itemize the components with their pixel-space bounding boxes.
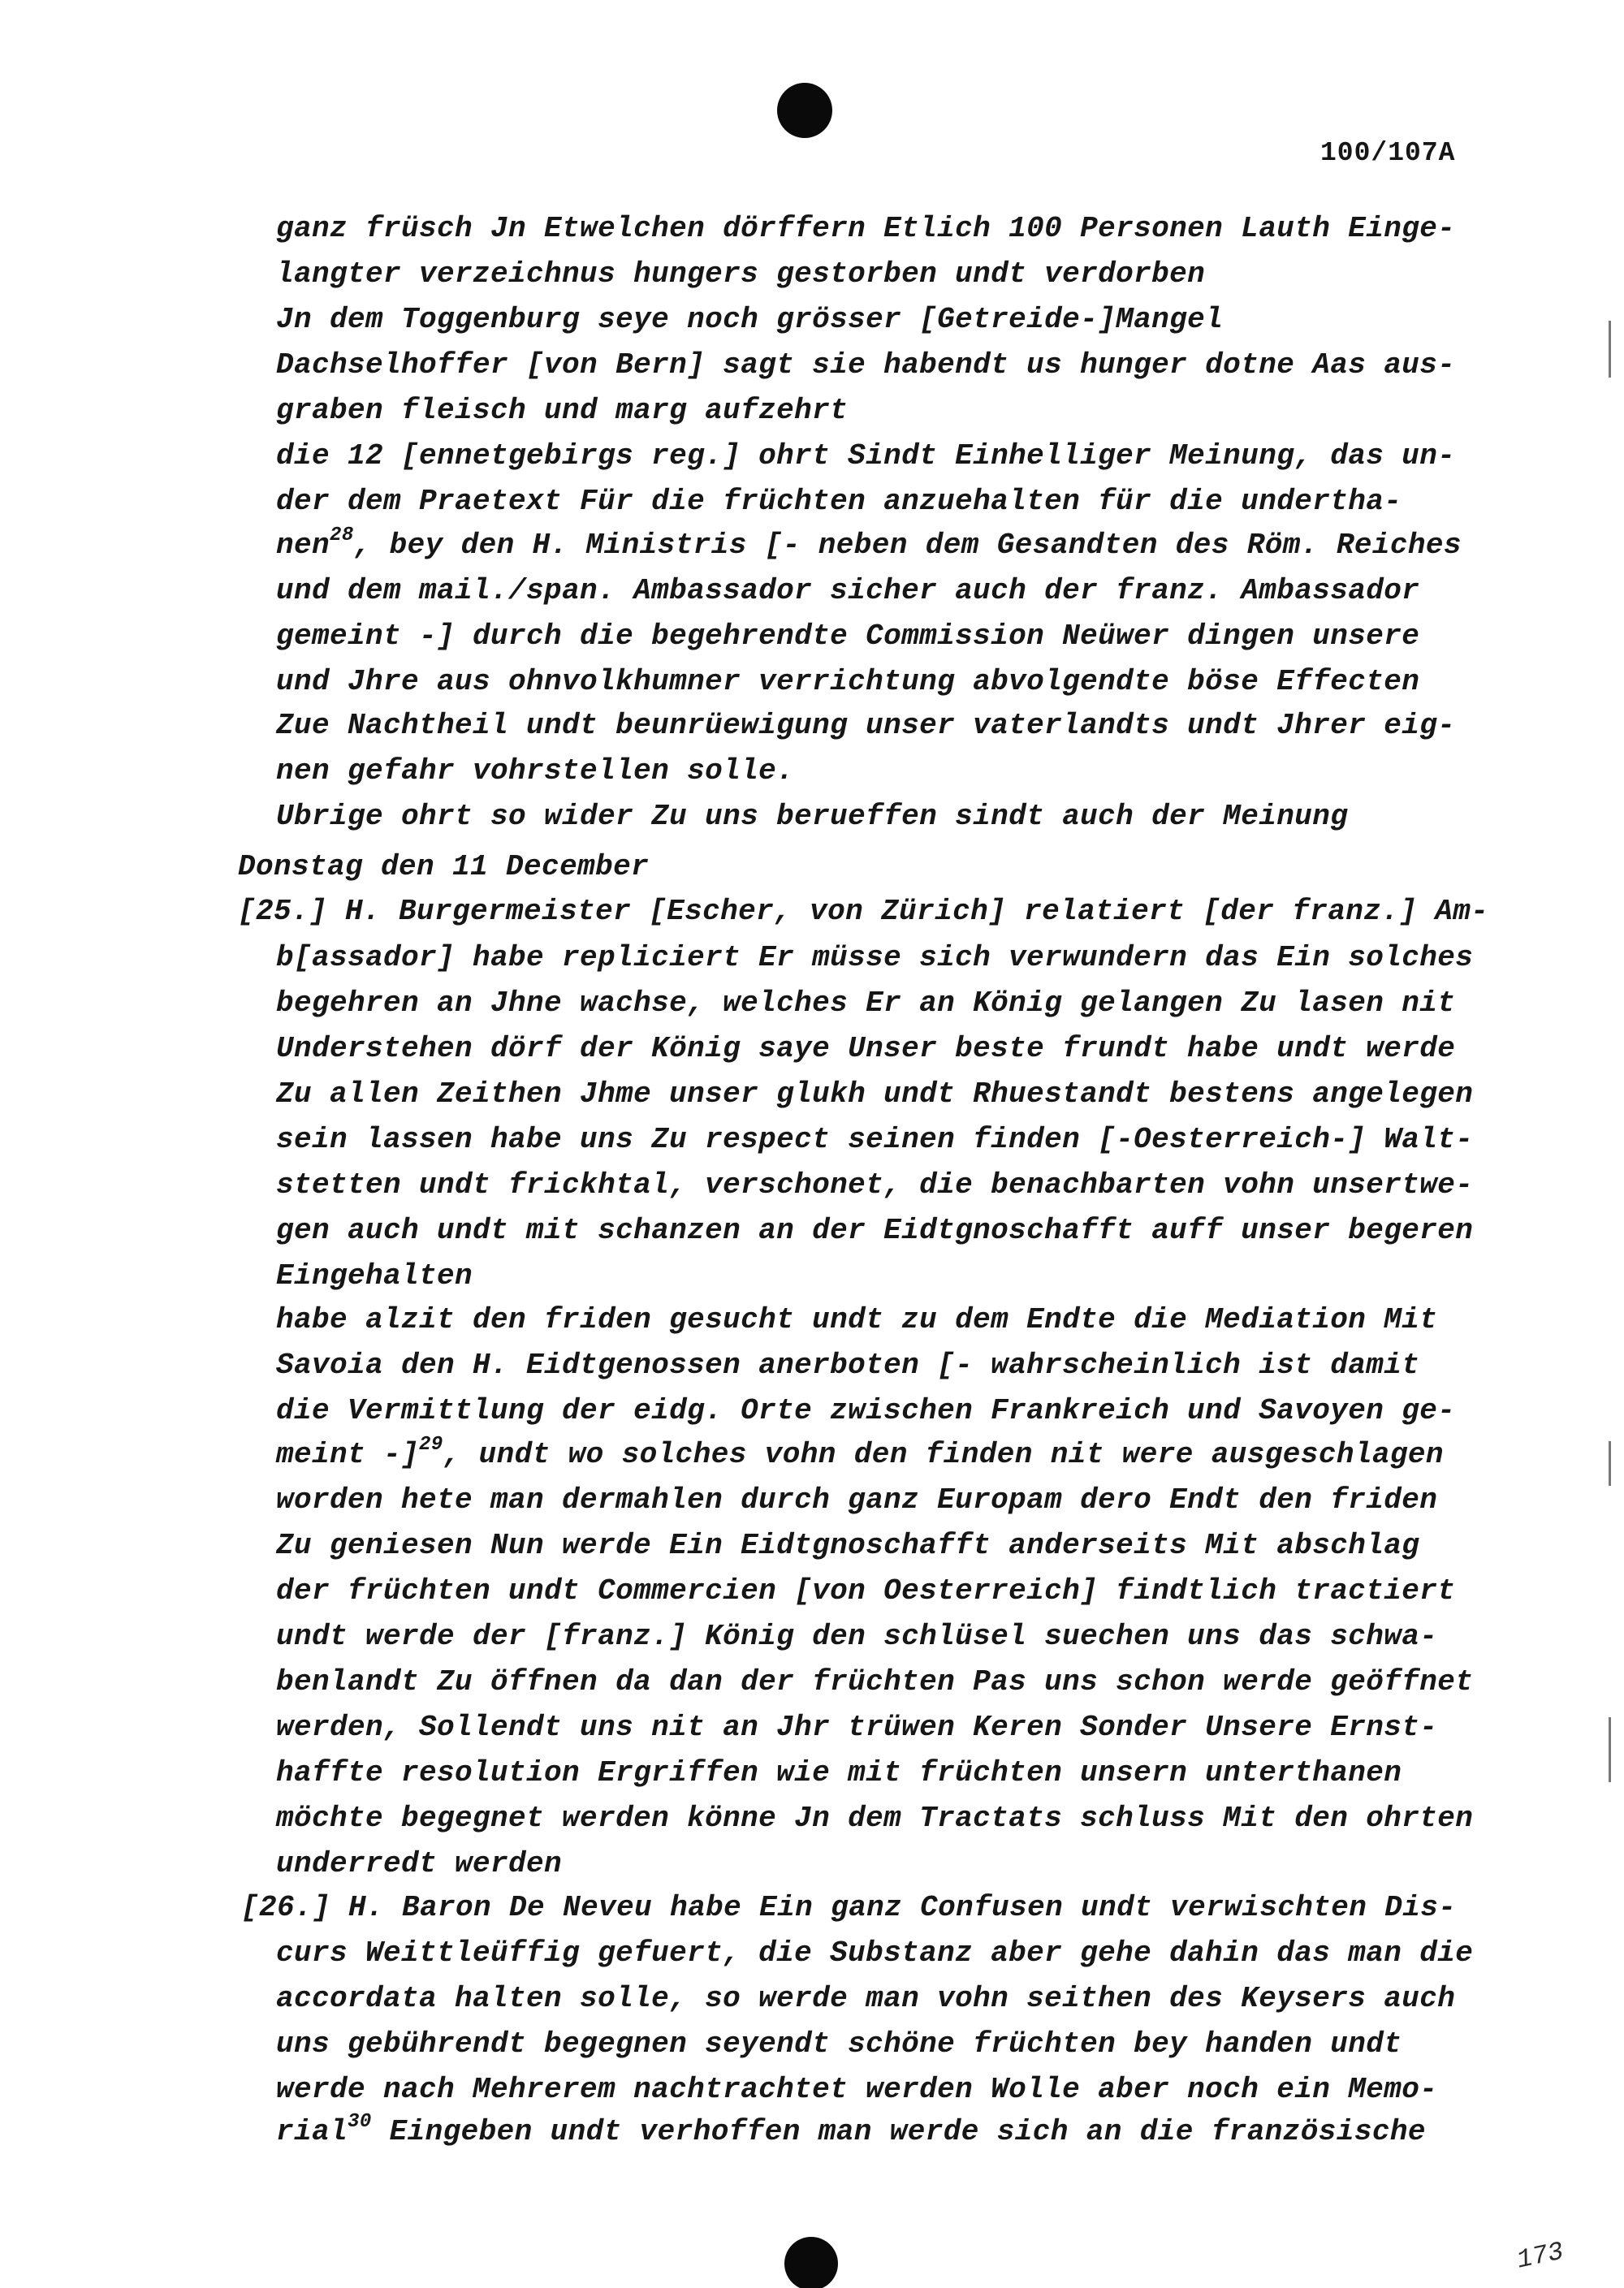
- punch-hole-bottom: [784, 2237, 838, 2288]
- text-line: [276, 1848, 562, 1880]
- line-segment: die 12 [ennetgebirgs reg.] ohrt Sindt Einhelliger Meinung, das un-: [276, 439, 1456, 473]
- line-segment: [25.] H. Burgermeister [Escher, von Zürich] relatiert [der franz.] Am-: [238, 895, 1489, 928]
- text-line: [276, 2074, 1437, 2106]
- text-line: [276, 1484, 1437, 1517]
- line-segment: Zu geniesen Nun werde Ein Eidtgnoschafft anderseits Mit abschlag: [276, 1529, 1420, 1562]
- text-line: [276, 395, 848, 427]
- scan-speck: [1609, 1441, 1611, 1486]
- line-segment: Understehen dörf der König saye Unser beste frundt habe undt werde: [276, 1032, 1456, 1065]
- line-segment: werden, Sollendt uns nit an Jhr trüwen Keren Sonder Unsere Ernst-: [276, 1711, 1438, 1744]
- line-segment: meint -]: [276, 1438, 420, 1471]
- text-line: [276, 1395, 1455, 1427]
- line-segment: Zue Nachtheil undt beunrüewigung unser vaterlandts undt Jhrer eig-: [276, 709, 1456, 742]
- line-segment: curs Weittleüffig gefuert, die Substanz aber gehe dahin das man die: [276, 1936, 1474, 1970]
- scan-speck: [1609, 321, 1611, 378]
- line-segment: , bey den H. Ministris [- neben dem Gesandten des Röm. Reiches: [353, 529, 1462, 562]
- footnote-marker: 28: [330, 525, 354, 546]
- text-line: [276, 801, 1348, 833]
- text-line: [276, 710, 1455, 742]
- line-segment: Ubrige ohrt so wider Zu uns berueffen sindt auch der Meinung: [276, 800, 1349, 833]
- text-line: [276, 1575, 1455, 1608]
- line-segment: Dachselhoffer [von Bern] sagt sie habendt us hunger dotne Aas aus-: [276, 348, 1456, 382]
- text-line: [276, 304, 1223, 336]
- line-segment: sein lassen habe uns Zu respect seinen finden [-Oesterreich-] Walt-: [276, 1123, 1474, 1156]
- text-line: [276, 1304, 1437, 1336]
- line-segment: die Vermittlung der eidg. Orte zwischen Frankreich und Savoyen ge-: [276, 1394, 1456, 1427]
- line-segment: nen gefahr vohrstellen solle.: [276, 754, 795, 788]
- archive-reference: 100/107A: [1320, 138, 1456, 168]
- text-line: [276, 1434, 1444, 1471]
- text-line: [276, 349, 1455, 382]
- punch-hole-top: [777, 83, 832, 138]
- text-line: [238, 896, 1488, 928]
- text-line: [276, 1802, 1473, 1835]
- line-segment: möchte begegnet werden könne Jn dem Tractats schluss Mit den ohrten: [276, 1802, 1474, 1835]
- text-line: [276, 1666, 1473, 1699]
- scan-speck: [1609, 1717, 1611, 1782]
- text-line: [276, 1215, 1473, 1247]
- line-segment: und Jhre aus ohnvolkhumner verrichtung abvolgendte böse Effecten: [276, 665, 1420, 698]
- line-segment: langter verzeichnus hungers gestorben undt verdorben: [276, 257, 1206, 291]
- line-segment: Zu allen Zeithen Jhme unser glukh undt Rhuestandt bestens angelegen: [276, 1077, 1474, 1111]
- footnote-marker: 29: [419, 1434, 443, 1456]
- line-segment: der dem Praetext Für die früchten anzuehalten für die undertha-: [276, 485, 1402, 518]
- line-segment: Savoia den H. Eidtgenossen anerboten [- wahrscheinlich ist damit: [276, 1349, 1420, 1382]
- text-line: [276, 1530, 1419, 1562]
- text-line: [276, 575, 1419, 607]
- text-line: [276, 666, 1419, 698]
- line-segment: Donstag den 11 December: [238, 850, 650, 883]
- line-segment: werde nach Mehrerem nachtrachtet werden Wolle aber noch ein Memo-: [276, 2073, 1438, 2106]
- line-segment: gemeint -] durch die begehrendte Commission Neüwer dingen unsere: [276, 619, 1420, 653]
- line-segment: uns gebührendt begegnen seyendt schöne früchten bey handen undt: [276, 2027, 1402, 2061]
- text-line: [276, 1033, 1455, 1065]
- line-segment: benlandt Zu öffnen da dan der früchten Pas uns schon werde geöffnet: [276, 1665, 1474, 1699]
- line-segment: accordata halten solle, so werde man vohn seithen des Keysers auch: [276, 1982, 1456, 2015]
- line-segment: graben fleisch und marg aufzehrt: [276, 394, 849, 427]
- line-segment: underredt werden: [276, 1847, 563, 1880]
- line-segment: Eingeben undt verhoffen man werde sich an die französische: [371, 2115, 1426, 2148]
- text-line: [238, 851, 649, 883]
- line-segment: worden hete man dermahlen durch ganz Europam dero Endt den friden: [276, 1483, 1438, 1517]
- folio-number: 173: [1514, 2236, 1566, 2276]
- text-line: [276, 525, 1462, 562]
- text-line: [276, 1983, 1455, 2015]
- line-segment: und dem mail./span. Ambassador sicher auch der franz. Ambassador: [276, 574, 1420, 607]
- text-line: [276, 1621, 1437, 1653]
- line-segment: gen auch undt mit schanzen an der Eidtgnoschafft auff unser begeren: [276, 1214, 1474, 1247]
- text-line: [276, 1124, 1473, 1156]
- text-line: [276, 1349, 1419, 1382]
- text-line: [276, 258, 1205, 291]
- footnote-marker: 30: [348, 2111, 372, 2133]
- line-segment: ganz früsch Jn Etwelchen dörffern Etlich 100 Personen Lauth Einge-: [276, 212, 1456, 245]
- text-line: [276, 620, 1419, 653]
- line-segment: b[assador] habe repliciert Er müsse sich verwundern das Ein solches: [276, 941, 1474, 974]
- text-line: [276, 440, 1455, 473]
- line-segment: nen: [276, 529, 330, 562]
- line-segment: Eingehalten: [276, 1259, 473, 1293]
- text-line: [276, 2028, 1402, 2061]
- line-segment: stetten undt frickhtal, verschonet, die benachbarten vohn unsertwe-: [276, 1168, 1474, 1202]
- line-segment: , undt wo solches vohn den finden nit were ausgeschlagen: [443, 1438, 1444, 1471]
- text-line: [276, 1712, 1437, 1744]
- line-segment: habe alzit den friden gesucht undt zu dem Endte die Mediation Mit: [276, 1303, 1438, 1336]
- text-line: [276, 1260, 473, 1293]
- text-line: [276, 2111, 1426, 2148]
- text-line: [276, 1169, 1473, 1202]
- line-segment: rial: [276, 2115, 348, 2148]
- text-line: [276, 1078, 1473, 1111]
- line-segment: der früchten undt Commercien [von Oesterreich] findtlich tractiert: [276, 1574, 1456, 1608]
- line-segment: [26.] H. Baron De Neveu habe Ein ganz Confusen undt verwischten Dis-: [241, 1891, 1457, 1924]
- line-segment: undt werde der [franz.] König den schlüsel suechen uns das schwa-: [276, 1620, 1438, 1653]
- text-line: [276, 1937, 1473, 1970]
- text-line: [276, 942, 1473, 974]
- text-line: [276, 486, 1402, 518]
- line-segment: Jn dem Toggenburg seye noch grösser [Getreide-]Mangel: [276, 303, 1224, 336]
- text-line: [276, 755, 794, 788]
- line-segment: begehren an Jhne wachse, welches Er an König gelangen Zu lasen nit: [276, 986, 1456, 1020]
- line-segment: haffte resolution Ergriffen wie mit früchten unsern unterthanen: [276, 1756, 1402, 1789]
- text-line: [241, 1892, 1456, 1924]
- text-line: [276, 1757, 1402, 1789]
- text-line: [276, 213, 1455, 245]
- text-line: [276, 987, 1455, 1020]
